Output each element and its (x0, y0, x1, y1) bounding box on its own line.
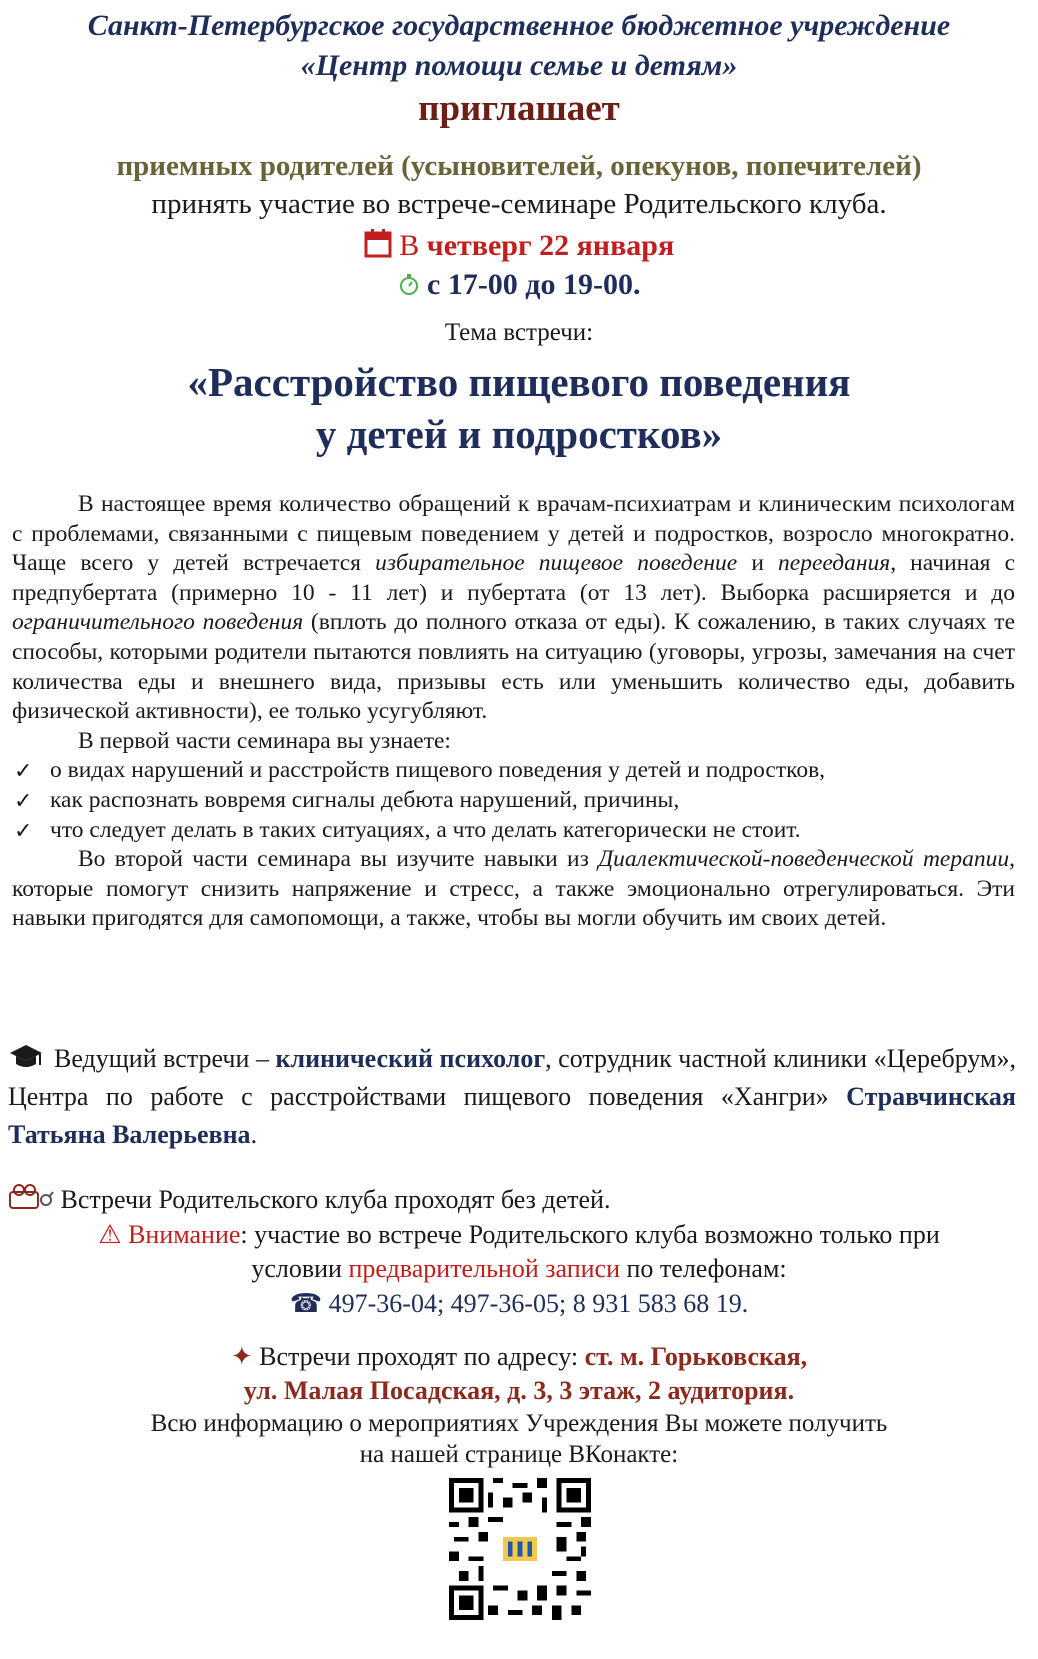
audience-line: приемных родителей (усыновителей, опекунов, попечителей) (116, 150, 922, 182)
graduation-cap-icon (8, 1043, 44, 1071)
list-item: ✓ о видах нарушений и расстройств пищевого поведения у детей и подростков, (12, 756, 1015, 786)
date-value: четверг 22 января (426, 229, 675, 262)
paragraph-intro: В настоящее время количество обращений к врачам-психиатрам и клиническим психологам с проблемами, связанными с пищевым поведением у детей и подростков, возросло многократно. Чаще всего у детей встречается избирательное пищевое поведение и переедания, начиная с предпубертата (примерно 10 - 11 лет) и пубертата (от 13 лет). Выборка расширяется и до ограничительного поведения (вплоть до полного отказа от еды). К сожалению, в таких случаях те способы, которыми родители пытаются повлиять на ситуацию (уговоры, угрозы, замечания на счет количества еды и внешнего вида, призывы есть или уменьшить количество еды, добавить физической активности), ее только усугубляют. (12, 491, 1015, 725)
leader-name: Стравчинская Татьяна Валерьевна (8, 1082, 1016, 1149)
list-item: ✓ как распознать вовремя сигналы дебюта нарушений, причины, (12, 786, 1015, 816)
org-line-2: «Центр помощи семье и детям» (300, 49, 738, 82)
vk-info: Всю информацию о мероприятиях Учреждения Вы можете получить на нашей странице ВКонакте: (150, 1410, 888, 1468)
leader-info: Ведущий встречи – клинический психолог, сотрудник частной клиники «Церебрум», Центра по работе с расстройствами пищевого поведения «Хангри» Стравчинская Татьяна Валерьевна. (8, 1044, 1016, 1149)
event-date (0, 226, 1038, 269)
calendar-icon (364, 228, 392, 269)
check-icon: ✓ (14, 817, 33, 843)
check-icon: ✓ (14, 758, 33, 784)
time-value: с 17-00 до 19-00. (427, 268, 641, 301)
warning-icon: ⚠ (98, 1220, 122, 1249)
attention-note: ⚠ Внимание: участие во встрече Родительского клуба возможно только при условии предварительной записи по телефонам: (98, 1220, 940, 1283)
phone-icon: ☎ (289, 1289, 323, 1318)
address-block: ✦ Встречи проходят по адресу: ст. м. Горьковская, ул. Малая Посадская, д. 3, 3 этаж, 2 аудитория. (0, 1340, 1038, 1408)
org-line-1: Санкт-Петербургское государственное бюджетное учреждение (87, 9, 951, 42)
topics-list (12, 756, 1015, 845)
phone-numbers: ☎ 497-36-04; 497-36-05; 8 931 583 68 19. (289, 1289, 749, 1318)
date-prefix: В (399, 229, 427, 262)
invite-heading: приглашает (418, 88, 620, 129)
topic-label: Тема встречи: (444, 319, 594, 346)
organization-name (0, 6, 1038, 86)
paragraph-part-two: Во второй части семинара вы изучите навыки из Диалектической-поведенческой терапии, которые помогут снизить напряжение и стресс, а также эмоционально отрегулироваться. Эти навыки пригодятся для самопомощи, а также, чтобы вы могли обучить им своих детей. (12, 846, 1015, 932)
leader-role: клинический психолог (275, 1044, 546, 1073)
registration-required: предварительной записи (348, 1254, 621, 1283)
sparkle-icon: ✦ (230, 1342, 253, 1371)
check-icon: ✓ (14, 787, 33, 813)
address-street: ул. Малая Посадская, д. 3, 3 этаж, 2 аудитория. (243, 1376, 795, 1405)
topic-line-1: «Расстройство пищевого поведения (187, 359, 851, 405)
list-item: ✓ что следует делать в таких ситуациях, а что делать категорически не стоит. (12, 816, 1015, 846)
topic-line-2: у детей и подростков» (315, 411, 723, 457)
stopwatch-icon (398, 267, 420, 307)
family-icon (8, 1182, 54, 1222)
no-kids-note: Встречи Родительского клуба проходят без детей. (8, 1182, 610, 1222)
description-body (12, 490, 1015, 934)
attention-word: Внимание (128, 1220, 241, 1249)
take-part-line: принять участие во встрече-семинаре Родительского клуба. (151, 188, 887, 220)
event-time (0, 265, 1038, 307)
address-metro: ст. м. Горьковская, (584, 1342, 808, 1371)
paragraph-part-one: В первой части семинара вы узнаете: (78, 727, 451, 754)
qr-code-icon[interactable] (449, 1478, 591, 1620)
topic-title (0, 356, 1038, 460)
